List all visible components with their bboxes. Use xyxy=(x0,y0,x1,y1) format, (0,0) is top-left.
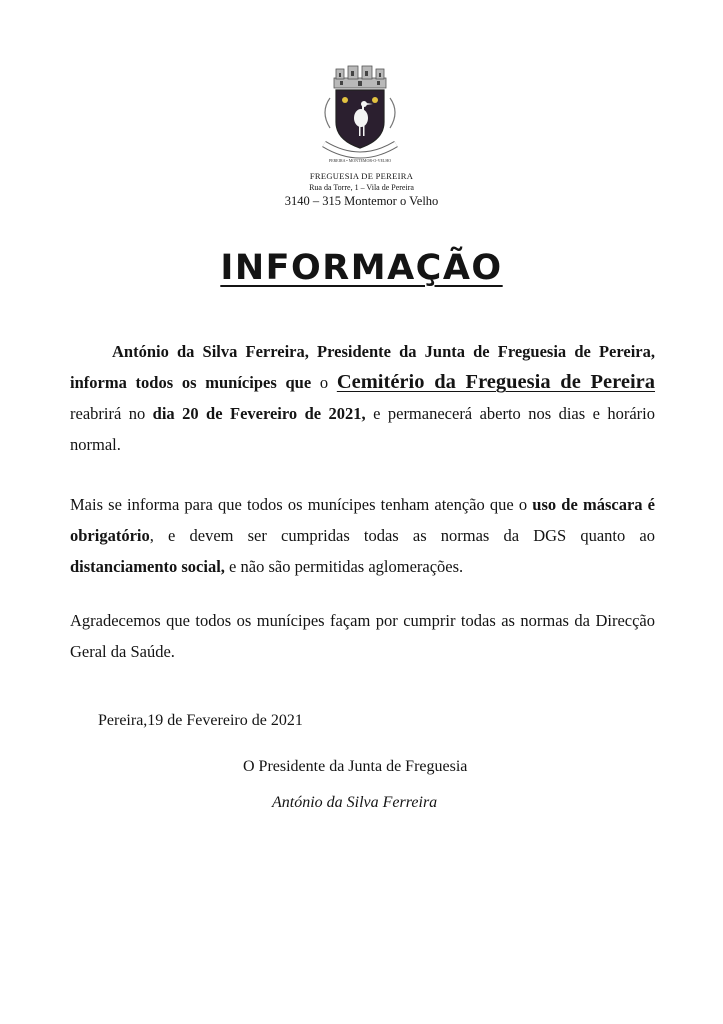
schedule-text: e permanecerá aberto nos dias e horário normal. xyxy=(70,404,655,454)
place-date: Pereira,19 de Fevereiro de 2021 xyxy=(98,712,303,729)
signatory-name: António da Silva Ferreira xyxy=(272,794,438,811)
cemetery-name: Cemitério da Freguesia de Pereira xyxy=(336,371,656,393)
reopen-date: dia 20 de Fevereiro de 2021, xyxy=(152,404,366,423)
rules-middle: , e devem ser cumpridas todas as normas da DGS quanto ao xyxy=(149,526,655,545)
rules-intro: Mais se informa para que todos os munícipes tenham atenção que o xyxy=(70,495,528,514)
org-postcode: 3140 – 315 Montemor o Velho xyxy=(284,194,439,208)
title-text: INFORMAÇÃO xyxy=(220,248,503,288)
article-o: o xyxy=(319,373,329,392)
paragraph-rules xyxy=(70,489,655,582)
social-distancing: distanciamento social, xyxy=(70,557,225,576)
reopens-text: reabrirá no xyxy=(70,404,146,423)
informs-text: informa todos os munícipes que xyxy=(70,373,312,392)
paragraph-thanks: Agradecemos que todos os munícipes façam por cumprir todas as normas da Direcção Geral da Saúde. xyxy=(70,611,655,661)
document-title xyxy=(0,248,723,288)
rules-end: e não são permitidas aglomerações. xyxy=(229,557,464,576)
signatory-role: O Presidente da Junta de Freguesia xyxy=(243,758,468,775)
org-address: Rua da Torre, 1 – Vila de Pereira xyxy=(309,183,414,192)
crest-motto: PEREIRA • MONTEMOR-O-VELHO xyxy=(328,158,392,163)
mask-mandatory: uso de máscara é obrigatório xyxy=(70,495,655,545)
org-name: FREGUESIA DE PEREIRA xyxy=(309,171,414,181)
author-line: António da Silva Ferreira, Presidente da Junta de Freguesia de Pereira, xyxy=(112,342,655,361)
parish-coat-of-arms xyxy=(318,62,402,170)
paragraph-announcement xyxy=(70,336,655,460)
